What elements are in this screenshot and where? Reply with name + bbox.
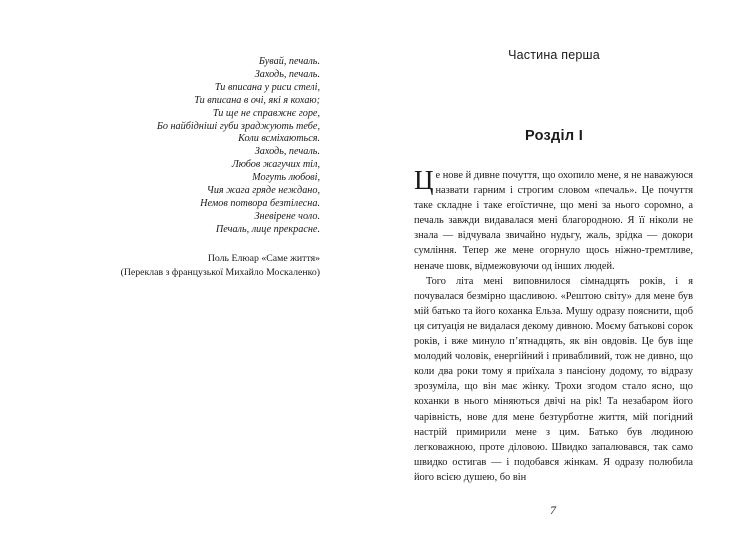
poem-line: Заходь, печаль. <box>254 68 320 80</box>
epigraph-attribution <box>40 252 320 279</box>
poem-line: Зневірене чоло. <box>254 210 320 222</box>
epigraph-poem <box>70 56 320 237</box>
poem-line: Ти вписана в очі, які я кохаю; <box>194 94 320 106</box>
poem-line: Ти ще не справжнє горе, <box>212 107 320 119</box>
poem-line: Чия жага гряде нежданo, <box>206 185 320 197</box>
epigraph-translator: (Переклав з французької Михайло Москаленко) <box>120 266 320 278</box>
poem-line: Печаль, лице прекрасне. <box>215 223 320 235</box>
paragraph-text: е нове й дивне почуття, що охопило мене, я не наважуюся назвати гарним і строгим словом «печаль». Це почуття таке складне і таке егоїстичне, що мені за нього соромно, а печаль завжди видавалася мені благородною. Я її ніколи не знала — відчувала звичайно нудьгу, жаль, зрідка — докори сумління. Тепер же мене огорнуло щось ніжно-тремтливе, неначе шовк, відмежовуючи од інших людей. <box>414 170 693 272</box>
epigraph-author: Поль Елюар «Саме життя» <box>207 253 320 264</box>
left-page <box>0 0 368 553</box>
chapter-body <box>414 165 693 485</box>
poem-line: Любов жагучих тіл, <box>231 159 320 171</box>
poem-line: Ти вписана у риси стелі, <box>214 81 320 93</box>
paragraph: Того літа мені виповнилося сімнадцять років, і я почувалася безмірно щасливою. «Рештою світу» для мене був мій батько та його коханка Ельза. Мушу одразу пояснити, щоб ця ситуація не видалася декому дивною. Моєму батькові сорок років, і вже минуло п’ятнадцять, як він овдовів. Це був іще молодий чоловік, енергійний і привабливий, тож не дивно, що коли два роки тому я приїхала з пансіону додому, то відразу зрозуміла, що він має жінку. Трохи згодом стало ясно, що коханки в нього міняються двічі на рік! Та незабаром його чарівність, нове для мене безтурботне життя, мій погідний настрій примирили мене з цим. Батько був людиною легковажною, проте діловою. Швидко запалювався, так само швидко остигав — і подобався жінкам. Я одразу полюбила його всією душею, бо він <box>414 275 693 483</box>
poem-line: Бувай, печаль. <box>258 56 320 67</box>
poem-line: Коли всміхаються. <box>238 133 320 145</box>
part-title: Частина перша <box>508 48 600 62</box>
poem-line: Немов потвора безтілесна. <box>200 197 320 209</box>
paragraph <box>414 165 693 274</box>
drop-cap: Ц <box>414 165 434 195</box>
poem-line: Могуть любові, <box>252 172 320 184</box>
poem-line: Бо найбідніші губи зраджують тебе, <box>156 120 320 132</box>
poem-line: Заходь, печаль. <box>254 146 320 158</box>
right-page <box>368 0 737 553</box>
page-number: 7 <box>550 503 556 517</box>
chapter-title: Розділ І <box>524 128 584 144</box>
